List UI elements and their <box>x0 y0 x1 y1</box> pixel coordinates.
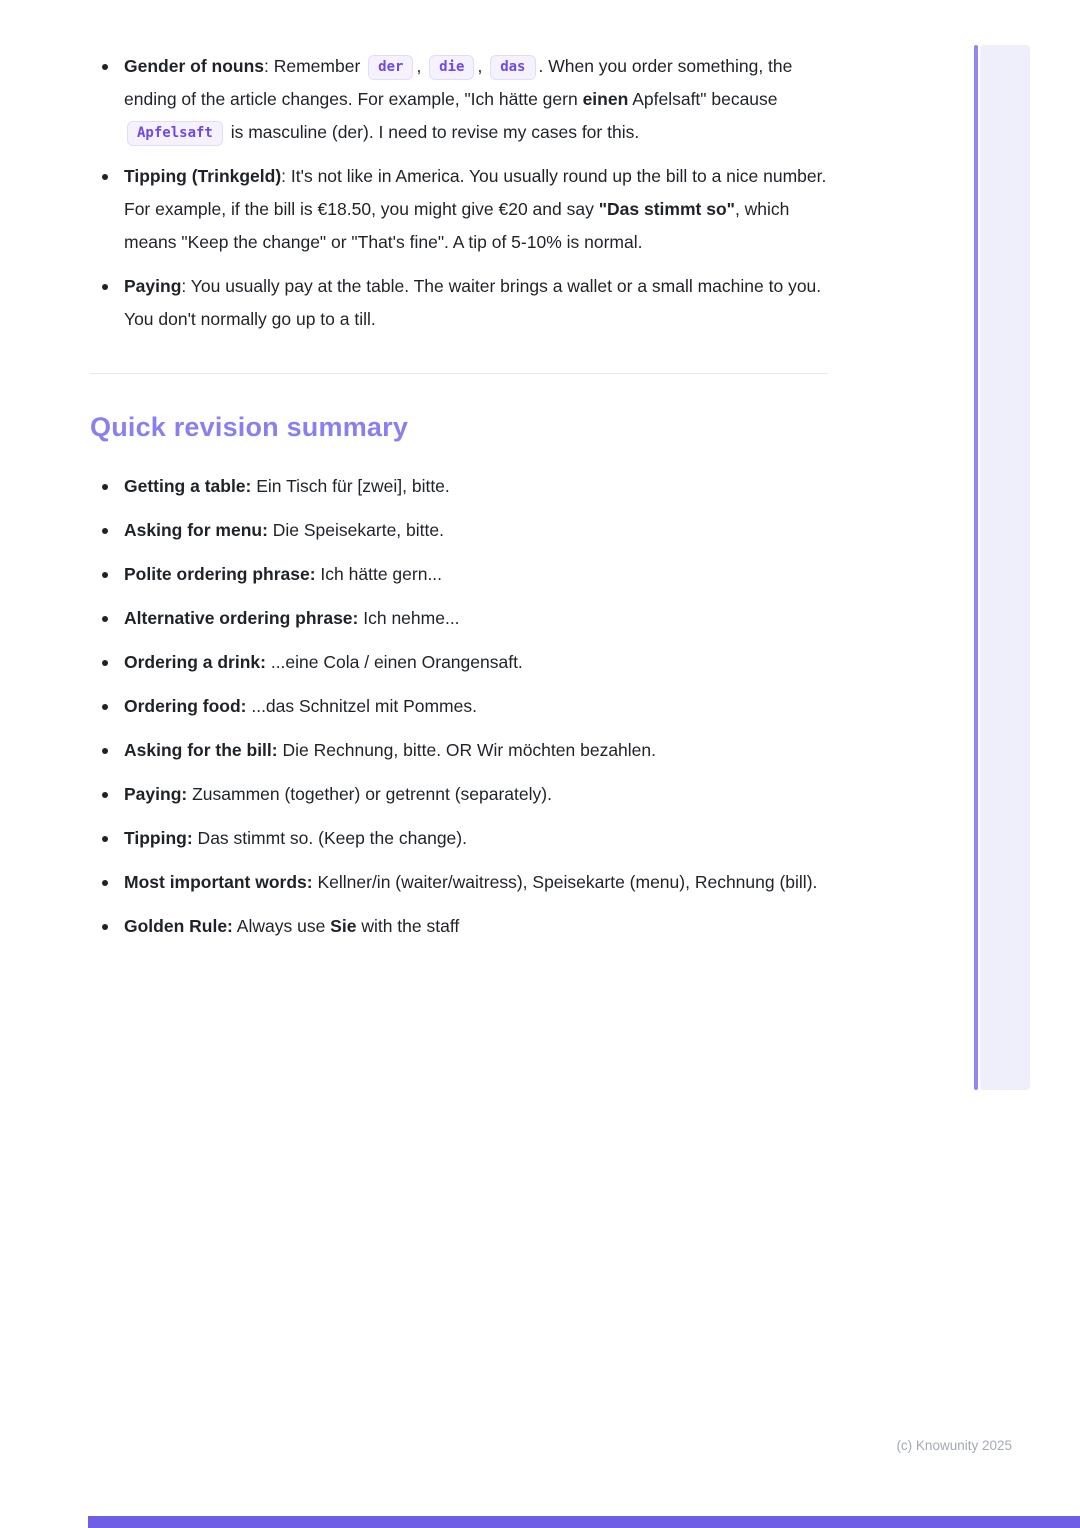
list-item <box>90 646 830 679</box>
list-item <box>90 690 830 723</box>
list-item <box>90 778 830 811</box>
summary-list <box>90 470 830 943</box>
bold-text: Gender of nouns <box>124 56 264 76</box>
text-segment: Zusammen (together) or getrennt (separately). <box>187 784 552 804</box>
text-segment: , <box>416 56 427 76</box>
bold-text: Most important words: <box>124 872 313 892</box>
text-segment: : It's not like in America. You usually round up the bill to a nice number. For example, if the bill is €18.50, you might give €20 and say <box>124 166 827 219</box>
inline-code-chip: der <box>368 55 413 80</box>
list-item <box>90 602 830 635</box>
bold-text: Paying <box>124 276 182 296</box>
list-item <box>90 50 830 149</box>
text-segment: Ein Tisch für [zwei], bitte. <box>251 476 450 496</box>
bold-text: Alternative ordering phrase: <box>124 608 359 628</box>
list-item <box>90 514 830 547</box>
text-segment: Ich hätte gern... <box>315 564 443 584</box>
text-segment: ...das Schnitzel mit Pommes. <box>246 696 477 716</box>
bold-text: Tipping (Trinkgeld) <box>124 166 282 186</box>
bold-text: einen <box>582 89 629 109</box>
text-segment: : Remember <box>264 56 366 76</box>
bold-text: Polite ordering phrase: <box>124 564 316 584</box>
bold-text: Asking for the bill: <box>124 740 278 760</box>
bold-text: Ordering a drink: <box>124 652 266 672</box>
bold-text: Ordering food: <box>124 696 247 716</box>
inline-code-chip: das <box>490 55 535 80</box>
text-segment: Apfelsaft" because <box>628 89 778 109</box>
bold-text: "Das stimmt so" <box>598 199 735 219</box>
bottom-accent-bar <box>88 1516 1080 1528</box>
section-heading: Quick revision summary <box>90 412 409 442</box>
text-segment: , <box>477 56 488 76</box>
text-segment: is masculine (der). I need to revise my cases for this. <box>225 122 640 142</box>
text-segment: Ich nehme... <box>358 608 460 628</box>
list-item <box>90 558 830 591</box>
inline-code-chip: Apfelsaft <box>127 121 223 146</box>
list-item <box>90 822 830 855</box>
inline-code-chip: die <box>429 55 474 80</box>
scrollbar-indicator[interactable] <box>974 45 978 1090</box>
list-item <box>90 910 830 943</box>
text-segment: . When you order something, the ending of the article changes. For example, "Ich hätte gern <box>124 56 793 109</box>
list-item <box>90 270 830 336</box>
list-item <box>90 866 830 899</box>
text-segment: ...eine Cola / einen Orangensaft. <box>265 652 523 672</box>
bold-text: Sie <box>330 916 357 936</box>
scrollbar-track[interactable] <box>980 45 1030 1090</box>
copyright-text: (c) Knowunity 2025 <box>896 1438 1012 1453</box>
text-segment: Das stimmt so. (Keep the change). <box>192 828 467 848</box>
bold-text: Tipping: <box>124 828 193 848</box>
bold-text: Getting a table: <box>124 476 252 496</box>
bold-text: Paying: <box>124 784 188 804</box>
section-divider <box>90 373 828 374</box>
text-segment: , which means "Keep the change" or "That's fine". A tip of 5-10% is normal. <box>124 199 790 252</box>
bold-text: Asking for menu: <box>124 520 268 540</box>
document-page <box>90 50 830 954</box>
list-item <box>90 160 830 259</box>
bold-text: Golden Rule: <box>124 916 233 936</box>
list-item <box>90 470 830 503</box>
text-segment: Die Rechnung, bitte. OR Wir möchten bezahlen. <box>277 740 657 760</box>
text-segment: : You usually pay at the table. The waiter brings a wallet or a small machine to you. You don't normally go up to a till. <box>124 276 822 329</box>
list-item <box>90 734 830 767</box>
text-segment: Always use <box>232 916 331 936</box>
notes-list <box>90 50 830 336</box>
text-segment: Kellner/in (waiter/waitress), Speisekarte (menu), Rechnung (bill). <box>312 872 818 892</box>
text-segment: Die Speisekarte, bitte. <box>267 520 444 540</box>
text-segment: with the staff <box>356 916 460 936</box>
